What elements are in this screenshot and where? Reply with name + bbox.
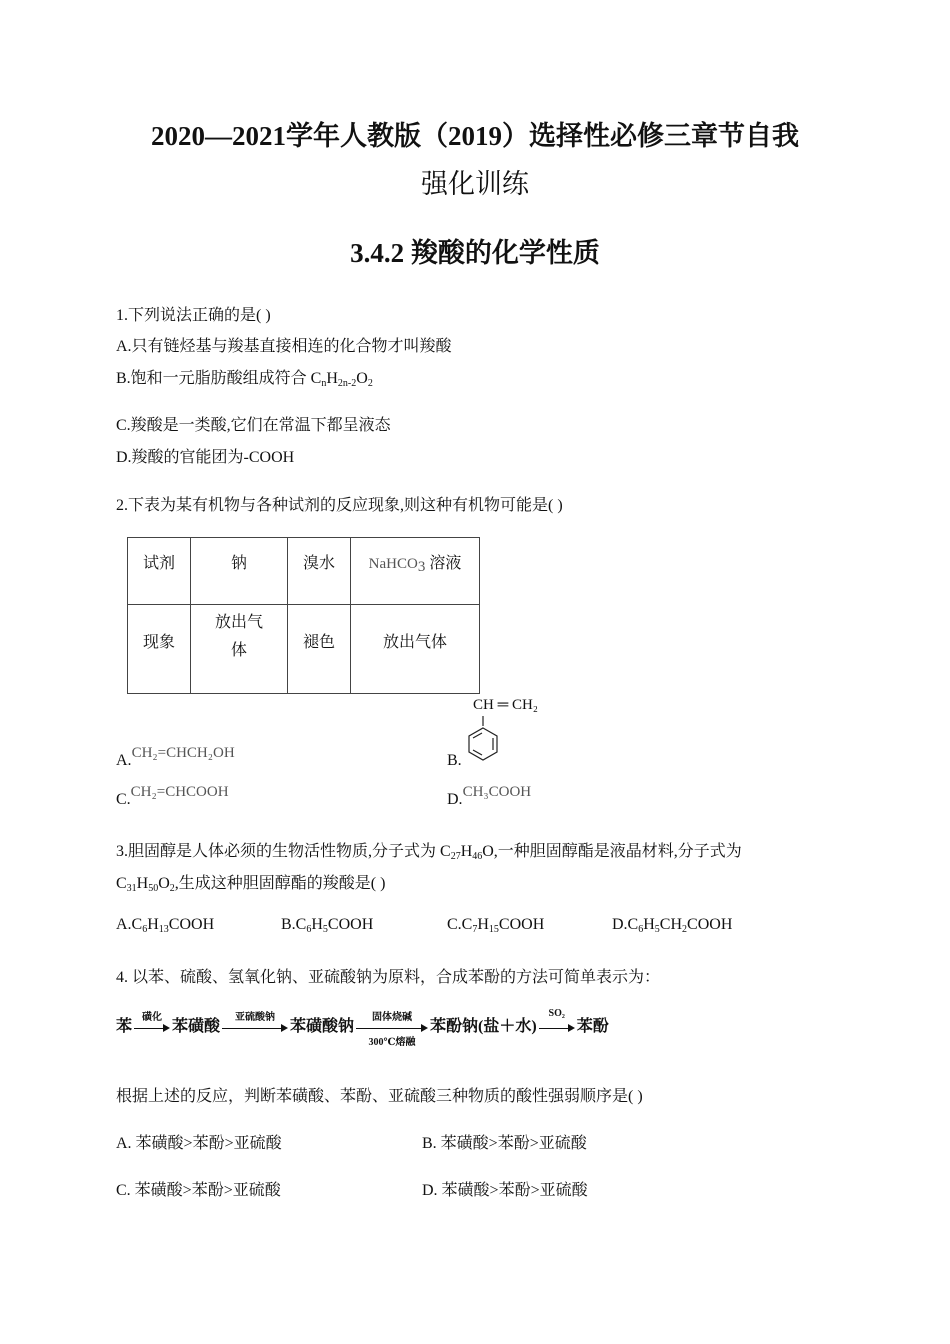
q4-question: 根据上述的反应，判断苯磺酸、苯酚、亚硫酸三种物质的酸性强弱顺序是( )	[116, 1088, 643, 1105]
flow-sodium-phenoxide: 苯酚钠(盐＋水)	[430, 1018, 537, 1035]
q2-option-c: C.CH₂=CHCOOH	[116, 784, 229, 808]
q3-stem-line1: 3.胆固醇是人体必须的生物活性物质,分子式为 $C_{27}H_{46}O$,一种胆固醇酯是液晶材料,分子式为	[116, 843, 742, 862]
q3-option-a: $A.C_6H_{13}COOH$	[116, 916, 215, 935]
q3-option-c: $C.C_7H_{15}COOH$	[447, 916, 545, 935]
benzene-ring-icon	[466, 716, 500, 768]
flow-arrow: 磺化	[134, 1022, 170, 1032]
flow-phenol: 苯酚	[576, 1018, 609, 1035]
q4-option-b: B. 苯磺酸>苯酚>亚硫酸	[422, 1135, 587, 1152]
q2-option-b-label: B.	[447, 752, 462, 769]
table-row	[128, 538, 480, 605]
table-cell: 现象	[128, 605, 191, 694]
q3-stem-line2: $C_{31}H_{50}O_2$,生成这种胆固醇酯的羧酸是( )	[116, 875, 386, 894]
table-cell: 试剂	[128, 538, 191, 605]
table-cell: 放出气 体	[191, 605, 288, 694]
table-cell: 褪色	[288, 605, 351, 694]
q2-option-a: A.CH₂=CHCH₂OH	[116, 745, 235, 769]
q2-stem: 2.下表为某有机物与各种试剂的反应现象,则这种有机物可能是( )	[116, 497, 563, 514]
table-row	[128, 605, 480, 694]
doc-title-line1: 2020—2021学年人教版（2019）选择性必修三章节自我	[151, 121, 799, 151]
q4-stem: 4. 以苯、硫酸、氢氧化钠、亚硫酸钠为原料，合成苯酚的方法可简单表示为：	[116, 969, 661, 986]
flow-benzenesulfonic-acid: 苯磺酸	[172, 1018, 221, 1035]
flow-arrow: SO₂	[539, 1022, 575, 1032]
synthesis-flow-diagram	[116, 1008, 609, 1049]
q1-option-d: D.羧酸的官能团为-COOH	[116, 449, 295, 466]
table-cell: 钠	[191, 538, 288, 605]
section-title: 3.4.2 羧酸的化学性质	[350, 238, 600, 268]
flow-arrow: 亚硫酸钠	[222, 1022, 288, 1032]
q4-option-a: A. 苯磺酸>苯酚>亚硫酸	[116, 1135, 282, 1152]
table-cell: 放出气体	[351, 605, 480, 694]
reaction-table	[127, 537, 480, 694]
q1-stem: 1.下列说法正确的是( )	[116, 307, 271, 324]
doc-title-line2: 强化训练	[421, 169, 529, 199]
q1-option-a: A.只有链烃基与羧基直接相连的化合物才叫羧酸	[116, 338, 452, 355]
flow-sodium-benzenesulfonate: 苯磺酸钠	[290, 1018, 355, 1035]
q4-option-d: D. 苯磺酸>苯酚>亚硫酸	[422, 1182, 588, 1199]
flow-arrow: 固体烧碱 300℃熔融	[356, 1022, 428, 1032]
q3-option-d: $D.C_6H_5CH_2COOH$	[612, 916, 733, 935]
q2-option-d: D.CH₃COOH	[447, 784, 532, 808]
flow-benzene: 苯	[116, 1018, 133, 1035]
table-cell: 溴水	[288, 538, 351, 605]
q1-option-b: B.饱和一元脂肪酸组成符合 $C_nH_{2n-2}O_2$	[116, 370, 373, 389]
q4-option-c: C. 苯磺酸>苯酚>亚硫酸	[116, 1182, 281, 1199]
table-cell: NaHCO$_3$ 溶液	[351, 538, 480, 605]
q3-option-b: $B.C_6H_5COOH$	[281, 916, 374, 935]
q1-option-c: C.羧酸是一类酸,它们在常温下都呈液态	[116, 417, 391, 434]
q2-option-b-formula-top: CH ═ CH₂	[473, 697, 539, 713]
